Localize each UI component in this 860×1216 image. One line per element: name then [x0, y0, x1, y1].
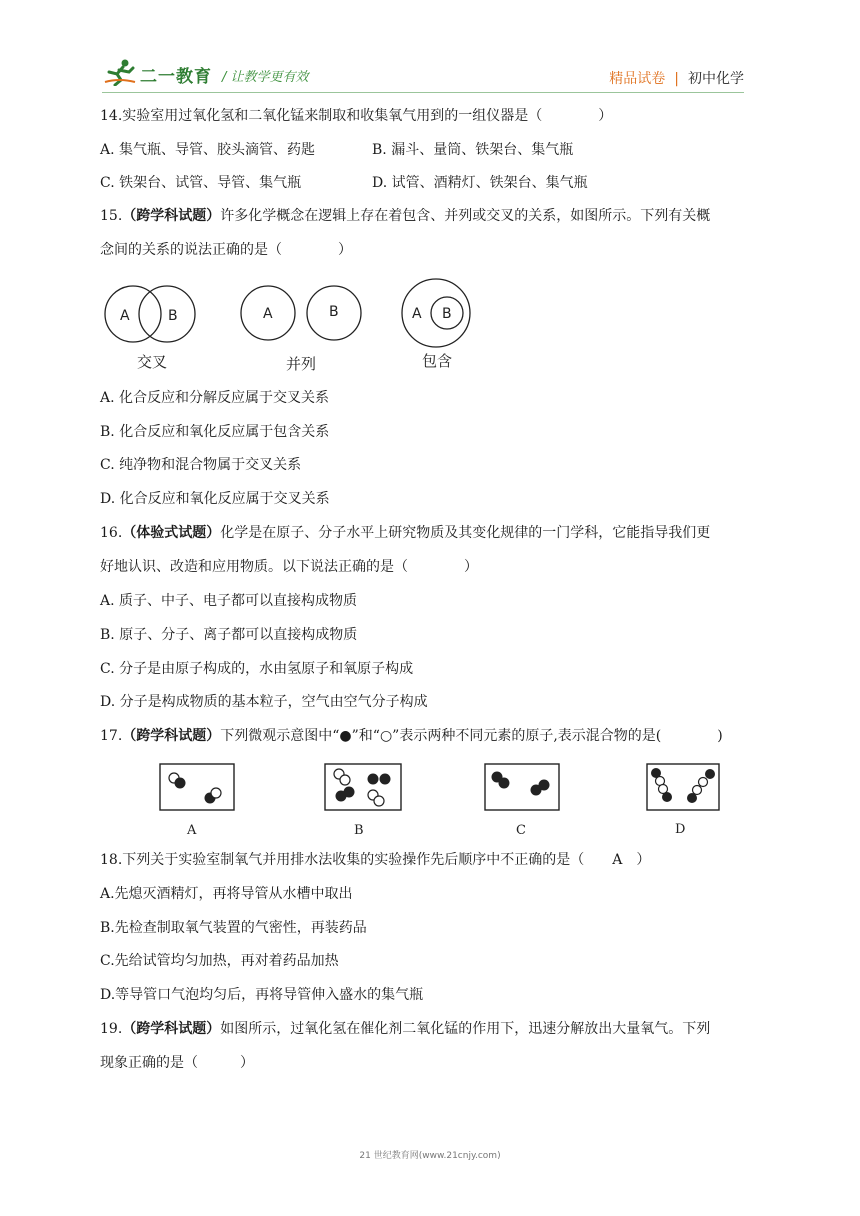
q16-stem-line1 [100, 523, 710, 543]
q14-option-a: A. 集气瓶、导管、胶头滴管、药匙 [100, 142, 316, 158]
micro-box-d [647, 764, 719, 837]
q18-option-b: B.先检查制取氧气装置的气密性，再装药品 [100, 920, 367, 936]
venn-parallel-label-b: B [329, 304, 339, 320]
venn-contain-caption: 包含 [422, 352, 453, 370]
micro-box-a [160, 764, 234, 838]
venn-contain-label-b: B [442, 306, 452, 322]
micro-label-c: C [516, 823, 526, 838]
q18-option-a: A.先熄灭酒精灯，再将导管从水槽中取出 [100, 886, 353, 902]
q19-stem-line2: 现象正确的是（ ） [100, 1055, 254, 1071]
venn-diagram [100, 278, 480, 378]
q15-option-a: A. 化合反应和分解反应属于交叉关系 [100, 390, 330, 406]
brand-name: 二一教育 [140, 67, 212, 87]
q17-tag: （跨学科试题） [122, 728, 221, 744]
q16-stem-line2: 好地认识、改造和应用物质。以下说法正确的是（ ） [100, 559, 478, 575]
q16-option-c: C. 分子是由原子构成的，水由氢原子和氧原子构成 [100, 661, 414, 677]
venn-cross-caption: 交叉 [137, 353, 168, 371]
q16-option-d: D. 分子是构成物质的基本粒子，空气由空气分子构成 [100, 694, 428, 710]
header-category [609, 68, 744, 88]
venn-contain-label-a: A [412, 306, 422, 322]
q18-stem: 18.下列关于实验室制氧气并用排水法收集的实验操作先后顺序中不正确的是（ A ） [100, 852, 651, 868]
q16-stem-text: 化学是在原子、分子水平上研究物质及其变化规律的一门学科，它能指导我们更 [220, 525, 711, 541]
venn-parallel [241, 286, 361, 373]
brand-slogan: / 让教学更有效 [222, 70, 309, 85]
microscopic-diagram [155, 758, 725, 840]
runner-logo-icon [103, 58, 137, 86]
q15-stem-line2: 念间的关系的说法正确的是（ ） [100, 242, 352, 258]
venn-cross-label-b: B [168, 308, 178, 324]
q15-stem-text: 许多化学概念在逻辑上存在着包含、并列或交叉的关系，如图所示。下列有关概 [220, 208, 711, 224]
header-separator: | [674, 71, 679, 87]
q15-number: 15. [100, 208, 123, 224]
micro-label-a: A [187, 823, 197, 838]
q14-stem: 14.实验室用过氧化氢和二氧化锰来制取和收集氧气用到的一组仪器是（ ） [100, 108, 613, 124]
venn-parallel-caption: 并列 [286, 355, 317, 373]
subject-label: 初中化学 [688, 71, 744, 87]
q18-option-c: C.先给试管均匀加热，再对着药品加热 [100, 953, 339, 969]
micro-label-d: D [675, 822, 686, 837]
micro-box-b [325, 764, 401, 838]
q14-option-d: D. 试管、酒精灯、铁架台、集气瓶 [372, 175, 588, 191]
q18-option-d: D.等导管口气泡均匀后，再将导管伸入盛水的集气瓶 [100, 987, 424, 1003]
q16-tag: （体验式试题） [122, 525, 221, 541]
q15-option-c: C. 纯净物和混合物属于交叉关系 [100, 457, 302, 473]
page-footer: 21 世纪教育网(www.21cnjy.com) [359, 1151, 501, 1161]
q17-stem [100, 726, 723, 746]
micro-label-b: B [354, 823, 364, 838]
category-label: 精品试卷 [609, 71, 666, 87]
q16-option-a: A. 质子、中子、电子都可以直接构成物质 [100, 593, 358, 609]
venn-cross-label-a: A [120, 308, 130, 324]
micro-box-c [485, 764, 559, 838]
page-header [0, 0, 860, 100]
venn-parallel-label-a: A [263, 306, 273, 322]
q16-number: 16. [100, 525, 123, 541]
q19-tag: （跨学科试题） [122, 1021, 221, 1037]
q16-option-b: B. 原子、分子、离子都可以直接构成物质 [100, 627, 358, 643]
venn-cross [105, 286, 195, 371]
q15-option-b: B. 化合反应和氧化反应属于包含关系 [100, 424, 330, 440]
q15-option-d: D. 化合反应和氧化反应属于交叉关系 [100, 491, 330, 507]
q15-stem-line1 [100, 206, 710, 226]
venn-contain [402, 279, 470, 370]
header-rule [102, 92, 744, 93]
q17-number: 17. [100, 728, 123, 744]
q17-stem-text: 下列微观示意图中“●”和“○”表示两种不同元素的原子,表示混合物的是( ) [220, 728, 723, 744]
q14-option-c: C. 铁架台、试管、导管、集气瓶 [100, 175, 302, 191]
q15-tag: （跨学科试题） [122, 208, 221, 224]
q19-stem-text: 如图所示，过氧化氢在催化剂二氧化锰的作用下，迅速分解放出大量氧气。下列 [220, 1021, 711, 1037]
q19-stem-line1 [100, 1019, 710, 1039]
q19-number: 19. [100, 1021, 123, 1037]
q14-option-b: B. 漏斗、量筒、铁架台、集气瓶 [372, 142, 574, 158]
